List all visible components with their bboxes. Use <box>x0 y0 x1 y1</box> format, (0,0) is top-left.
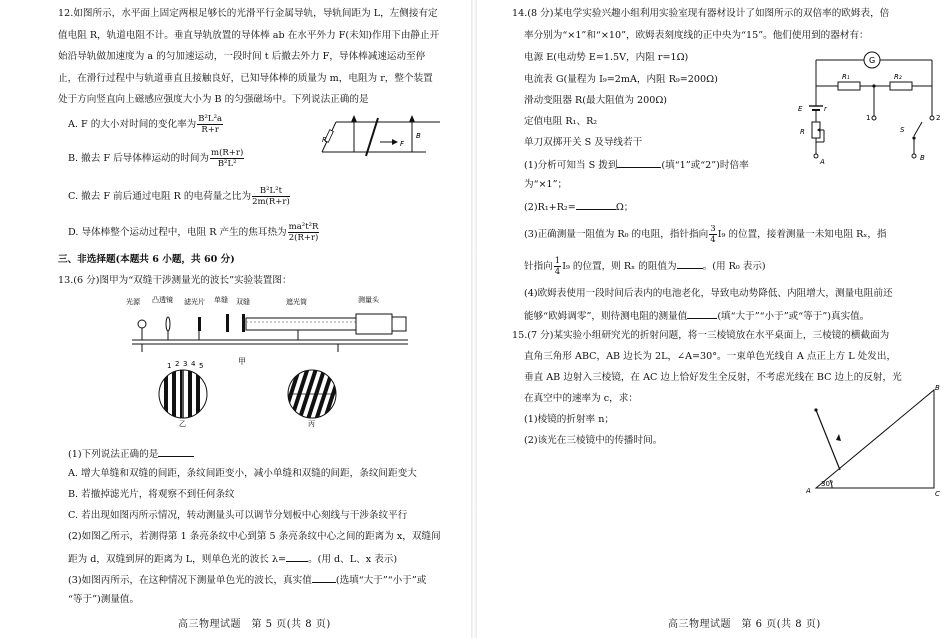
q12-fig-label-b: B <box>416 132 421 140</box>
q13-fringe-figure-yi <box>148 360 238 428</box>
page-5 <box>0 0 472 638</box>
q13-fig-label-filter: 滤光片 <box>184 298 205 306</box>
q13-part-2-line-1: (2)如图乙所示，若测得第 1 条亮条纹中心到第 5 条亮条纹中心之间的距离为 x，双缝间 <box>68 531 441 542</box>
q13-fringe-num-5: 5 <box>199 362 204 370</box>
q13-part-1: (1)下列说法正确的是 <box>68 446 194 462</box>
q15-part-2: (2)该光在三棱镜中的传播时间。 <box>524 435 663 446</box>
q13-fig-label-tube: 遮光筒 <box>286 298 307 306</box>
q14-line-3: 电源 E(电动势 E=1.5V，内阻 r=1Ω) <box>524 52 689 63</box>
q12-option-a: A. F 的大小对时间的变化率为 $\frac{\text{B²L²a}}{R+r}$ <box>68 114 223 135</box>
q14-part-3-line-1: (3)正确测量一阻值为 R₀ 的电阻，指针指向 $\frac{3}{4}$ I₉ 的位置，接着测量一未知电阻 Rₓ，指 <box>524 224 887 245</box>
q12-line-3: 始沿导轨做加速度为 a 的匀加速运动，一段时间 t 后撤去外力 F，导体棒减速运动至停 <box>58 51 426 62</box>
q14-part-1-cont: 为“×1”； <box>524 179 568 190</box>
q13-fringe-num-2: 2 <box>175 360 180 368</box>
q12-fig-label-f: F <box>400 140 405 148</box>
q15-line-4: 在真空中的速率为 c，求： <box>524 393 638 404</box>
q14-fig-label-r1: R₁ <box>842 73 850 81</box>
q13-part-3-line-2: “等于”)测量值。 <box>68 594 140 605</box>
q14-part-4-line-1: (4)欧姆表使用一段时间后表内的电池老化，导致电动势降低、内阻增大，测量电阻前还 <box>524 288 893 299</box>
q13-part-3-line-1: (3)如图丙所示，在这种情况下测量单色光的波长，真实值 (选填“大于”“小于”或 <box>68 572 426 588</box>
page-fold <box>471 0 477 638</box>
q12-fig-label-r: R <box>322 136 327 144</box>
q14-line-6: 定值电阻 R₁、R₂ <box>524 116 598 127</box>
q15-part-1: (1)棱镜的折射率 n； <box>524 414 614 425</box>
q14-fig-label-2: 2 <box>936 114 941 122</box>
q14-line-4: 电流表 G(量程为 I₉=2mA，内阻 R₉=200Ω) <box>524 74 718 85</box>
q13-fig-label-jia: 甲 <box>238 357 246 366</box>
q13-fringe-num-4: 4 <box>191 360 196 368</box>
q13-apparatus-figure <box>118 292 418 370</box>
q12-line-4: 止，在滑行过程中与轨道垂直且接触良好，已知导体棒的质量为 m，电阻为 r，整个装置 <box>58 73 433 84</box>
q13-fig-label-lens: 凸透镜 <box>152 296 173 304</box>
q14-fig-label-1: 1 <box>866 114 871 122</box>
q13-option-b: B. 若撤掉滤光片，将观察不到任何条纹 <box>68 489 235 500</box>
q12-rail-figure <box>318 112 448 162</box>
q14-fig-label-b: B <box>920 154 925 162</box>
page-6-footer: 高三物理试题 第 6 页(共 8 页) <box>668 619 821 630</box>
q14-line-7: 单刀双掷开关 S 及导线若干 <box>524 137 643 148</box>
q14-fig-label-rheostat: R <box>800 128 805 136</box>
q15-line-3: 垂直 AB 边射入三棱镜，在 AC 边上恰好发生全反射，不考虑光线在 BC 边上的反射，光 <box>524 372 902 383</box>
q15-fig-label-c: C <box>935 490 940 498</box>
q14-fig-label-g: G <box>869 56 876 65</box>
page-5-footer: 高三物理试题 第 5 页(共 8 页) <box>178 619 331 630</box>
q15-prism-figure <box>806 380 944 500</box>
q14-line-2: 率分别为“×1”和“×10”，欧姆表刻度线的正中央为“15”。他们使用到的器材有： <box>524 30 869 41</box>
q12-option-d: D. 导体棒整个运动过程中，电阻 R 产生的焦耳热为 $\frac{\text{ma²t²R}}{2(R+r)}$ <box>68 222 319 243</box>
q15-fig-label-a: A <box>806 487 811 495</box>
q15-line-1: 15.(7 分)某实验小组研究光的折射问题，将一三棱镜放在水平桌面上，三棱镜的横截面为 <box>512 330 890 341</box>
q12-option-b: B. 撤去 F 后导体棒运动的时间为 $\frac{m(R+r)}{\text{B²L²}}$ <box>68 148 244 169</box>
q15-line-2: 直角三角形 ABC，AB 边长为 2L，∠A=30°。一束单色光线自 A 点正上方 L 处发出， <box>524 351 897 362</box>
q15-fig-label-b: B <box>935 384 940 392</box>
q13-fringe-num-1: 1 <box>167 362 172 370</box>
q14-part-3-line-2: 针指向 $\frac{1}{4}$ I₉ 的位置，则 Rₓ 的阻值为 。(用 R₀ 表示) <box>524 256 766 277</box>
q14-circuit-figure <box>796 40 946 170</box>
q13-option-c: C. 若出现如图丙所示情况，转动测量头可以调节分划板中心刻线与干涉条纹平行 <box>68 510 408 521</box>
page-6 <box>478 0 950 638</box>
q12-line-5: 处于方向竖直向上磁感应强度大小为 B 的匀强磁场中。下列说法正确的是 <box>58 94 369 105</box>
q13-part-2-line-2: 距为 d，双缝到屏的距离为 L，则单色光的波长 λ= 。(用 d、L、x 表示) <box>68 551 397 567</box>
q13-line-1: 13.(6 分)图甲为“双缝干涉测量光的波长”实验装置图： <box>58 275 292 286</box>
q14-fig-label-r2: R₂ <box>894 73 902 81</box>
q13-fig-label-single-slit: 单缝 <box>214 296 228 304</box>
q12-line-2: 值电阻 R，轨道电阻不计。垂直导轨放置的导体棒 ab 在水平外力 F(未知)作用下由静止开 <box>58 30 440 41</box>
q12-option-c: C. 撤去 F 前后通过电阻 R 的电荷量之比为 $\frac{\text{B²L²t}}{2m(R+r)}$ <box>68 186 290 207</box>
q13-fig-label-double-slit: 双缝 <box>236 298 250 306</box>
section-3-heading: 三、非选择题(本题共 6 小题，共 60 分) <box>58 254 235 265</box>
q13-fig-label-source: 光源 <box>126 298 140 306</box>
q14-part-1: (1)分析可知当 S 拨到 (填“1”或“2”)时倍率 <box>524 157 749 173</box>
q14-line-1: 14.(8 分)某电学实验兴趣小组利用实验室现有器材设计了如图所示的双倍率的欧姆表，倍 <box>512 8 890 19</box>
q12-line-1: 12.如图所示，水平面上固定两根足够长的光滑平行金属导轨，导轨间距为 L，左侧接有定 <box>58 8 438 19</box>
q14-fig-label-r-internal: r <box>824 105 827 113</box>
q14-part-2: (2)R₁+R₂= Ω； <box>524 199 633 215</box>
q14-fig-label-a: A <box>820 158 825 166</box>
q13-fringe-num-3: 3 <box>183 360 188 368</box>
q13-fig-label-eyepiece: 测量头 <box>358 296 379 304</box>
q14-fig-label-s: S <box>900 126 905 134</box>
q14-part-4-line-2: 能够“欧姆调零”，则待测电阻的测量值 (填“大于”“小于”或“等于”)真实值。 <box>524 308 869 324</box>
q15-fig-label-angle: 30° <box>821 480 834 488</box>
q13-fig-label-bing: 丙 <box>308 420 315 428</box>
q13-fig-label-yi: 乙 <box>179 420 186 428</box>
q14-fig-label-e: E <box>798 105 803 113</box>
q13-fringe-figure-bing <box>282 360 352 428</box>
q14-line-5: 滑动变阻器 R(最大阻值为 200Ω) <box>524 95 668 106</box>
q13-option-a: A. 增大单缝和双缝的间距，条纹间距变小，减小单缝和双缝的间距，条纹间距变大 <box>68 468 417 479</box>
